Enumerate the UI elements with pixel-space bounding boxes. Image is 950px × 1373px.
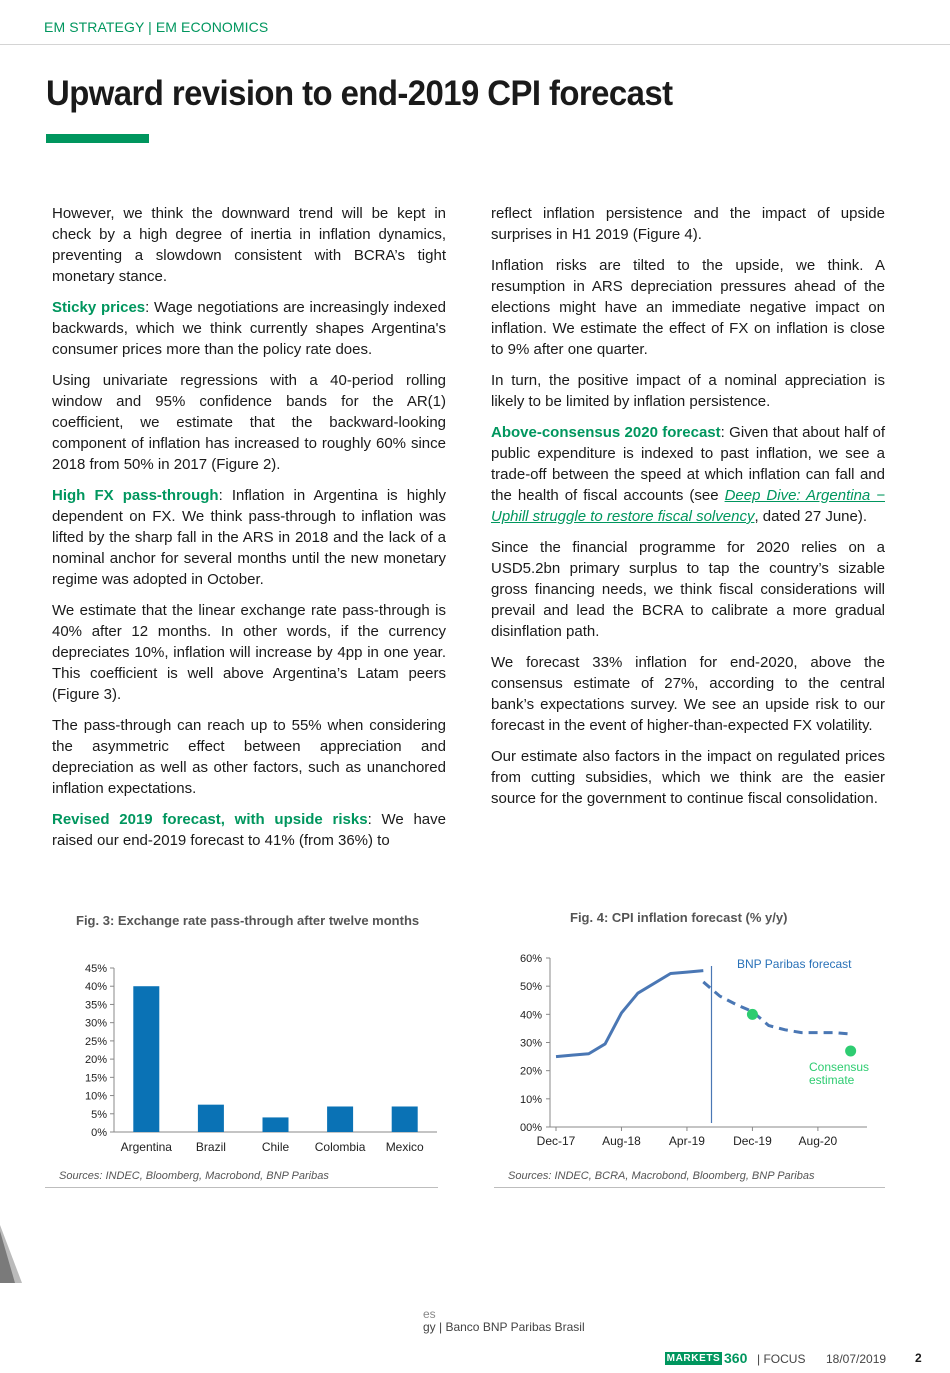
fig3-x-tick-label: Chile [261,1140,290,1154]
fig3-title: Fig. 3: Exchange rate pass-through after twelve months [76,913,420,928]
fig4-point-consensus-estimate [845,1045,856,1056]
right-paragraph-6: We forecast 33% inflation for end-2020, above the consensus estimate of 27%, according to the central bank’s expectations survey. We see an upside risk to our forecast in the event of higher-than-expected FX volatility. [491,654,885,734]
fig3-bar-argentina [133,986,159,1132]
fig3-y-tick-label: 45% [84,963,107,975]
above-consensus-text: : Given that about half of public expenditure is indexed to past inflation, we see a trade-off between the speed at which inflation can fall and the health of fiscal accounts (see [491,424,885,504]
left-paragraph-2 [52,297,446,360]
fig3-x-tick-label: Brazil [195,1140,226,1154]
fig4-x-tick-label: Apr-19 [668,1134,705,1148]
fig3-x-tick-label: Argentina [120,1140,172,1154]
left-paragraph-7 [52,809,446,851]
fig4-y-tick-label: 50% [519,981,542,994]
footer-focus: | FOCUS [757,1352,806,1366]
fig4-y-tick-label: 40% [519,1009,542,1022]
fig4-bottom-rule [494,1187,885,1188]
fig3-y-tick-label: 25% [84,1035,107,1048]
left-paragraph-6: The pass-through can reach up to 55% when considering the asymmetric effect between appreciation and depreciation as well as other factors, such as unanchored inflation expectations. [52,717,446,797]
fig3-y-tick-label: 40% [84,981,107,994]
fig3-bar-colombia [327,1106,353,1132]
fig4-series-bnp-paribas-forecast [703,982,850,1034]
left-paragraph-4 [52,485,446,590]
page-number: 2 [915,1351,922,1365]
title-accent-bar [46,134,149,143]
fig4-y-tick-label: 30% [519,1037,542,1050]
fig4-x-tick-label: Aug-20 [798,1134,838,1148]
fig4-x-tick-label: Dec-17 [536,1134,576,1148]
right-paragraph-1: reflect inflation persistence and the impact of upside surprises in H1 2019 (Figure 4). [491,205,885,243]
fig4-y-tick-label: 00% [519,1122,542,1134]
fig3-y-tick-label: 0% [91,1127,107,1139]
above-consensus-text-end: , dated 27 June). [754,508,868,525]
left-paragraph-5: We estimate that the linear exchange rate pass-through is 40% after 12 months. In other words, if the currency depreciates 10%, inflation will increase by 4pp in one year. This coefficient is well above Argentina’s Latam peers (Figure 3). [52,602,446,703]
fig3-x-tick-label: Colombia [314,1140,366,1154]
fig4-forecast-label: BNP Paribas forecast [737,957,852,971]
sticky-prices-text: : Wage negotiations are increasingly indexed backwards, which we think currently shapes Argentina's consumer prices more than the policy rate does. [52,299,446,358]
right-paragraph-2: Inflation risks are tilted to the upside, we think. A resumption in ARS depreciation pressures ahead of the elections might have an immediate negative impact on inflation. We estimate the effect of FX on inflation is close to 9% after one quarter. [491,257,885,358]
fig3-y-tick-label: 10% [84,1090,107,1103]
fig3-bar-brazil [198,1105,224,1132]
fig4-chart [491,945,886,1160]
fig3-bar-chile [263,1117,289,1132]
fig3-y-tick-label: 35% [84,999,107,1012]
fig3-chart [52,950,444,1165]
left-column [52,203,446,861]
left-paragraph-3: Using univariate regressions with a 40-period rolling window and 95% confidence bands for the AR(1) coefficient, we estimate that the backward-looking component of inflation has increased to roughly 60% since 2018 from 50% in 2017 (Figure 2). [52,372,446,473]
fig4-consensus-label-1: Consensus [809,1060,870,1074]
markets360-logo-number: 360 [724,1350,748,1366]
fig3-bar-mexico [392,1106,418,1132]
revised-forecast-heading: Revised 2019 forecast, with upside risks [52,811,368,828]
fig4-source: Sources: INDEC, BCRA, Macrobond, Bloomberg, BNP Paribas [508,1170,815,1182]
fig3-y-tick-label: 5% [91,1108,107,1121]
fig4-title: Fig. 4: CPI inflation forecast (% y/y) [570,910,788,925]
right-paragraph-3: In turn, the positive impact of a nominal appreciation is likely to be limited by inflation persistence. [491,372,885,410]
sticky-prices-heading: Sticky prices [52,299,146,316]
revised-forecast-text: : We have raised our end-2019 forecast to 41% (from 36%) to [52,811,446,849]
fig4-series-actual [556,971,703,1057]
fx-pass-through-text: : Inflation in Argentina is highly dependent on FX. We think pass-through to inflation was lifted by the sharp fall in the ARS in 2018 and the lack of a nominal anchor for several months until the new monetary regime was adopted in October. [52,487,446,588]
right-paragraph-7: Our estimate also factors in the impact on regulated prices from cutting subsidies, which we think are the easier source for the government to continue fiscal consolidation. [491,748,885,807]
markets360-logo: MARKETS [666,1353,721,1364]
fig4-y-tick-label: 20% [519,1065,542,1078]
fig4-y-tick-label: 10% [519,1093,542,1106]
footer-line-1: es [423,1307,436,1321]
fig4-x-tick-label: Dec-19 [733,1134,772,1148]
footer-date: 18/07/2019 [826,1352,887,1366]
page-edge-decoration [0,1225,30,1287]
fig4-consensus-label-2: estimate [809,1073,855,1087]
deep-dive-link[interactable]: Deep Dive: Argentina − Uphill struggle to restore fiscal solvency [491,487,885,525]
header-divider [0,44,950,45]
fig4-x-tick-label: Aug-18 [602,1134,641,1148]
fig3-source: Sources: INDEC, Bloomberg, Macrobond, BNP Paribas [59,1170,329,1182]
fig3-bottom-rule [45,1187,438,1188]
right-column [491,203,885,819]
right-paragraph-5: Since the financial programme for 2020 relies on a USD5.2bn primary surplus to tap the country’s sizable gross financing needs, we think fiscal considerations will prevail and lead the BCRA to calibrate a more gradual disinflation path. [491,539,885,640]
fig3-y-tick-label: 15% [84,1072,107,1085]
left-paragraph-1: However, we think the downward trend will be kept in check by a high degree of inertia in inflation dynamics, preventing a slowdown consistent with BCRA’s tight monetary stance. [52,205,446,285]
above-consensus-heading: Above-consensus 2020 forecast [491,424,721,441]
fig3-x-tick-label: Mexico [385,1140,424,1154]
fig4-point-end-2019-forecast [747,1009,758,1020]
header-section-label: EM STRATEGY | EM ECONOMICS [44,19,269,35]
fx-pass-through-heading: High FX pass-through [52,487,219,504]
fig4-y-tick-label: 60% [519,953,542,965]
fig3-y-tick-label: 20% [84,1054,107,1067]
fig3-y-tick-label: 30% [84,1017,107,1030]
right-paragraph-4 [491,422,885,527]
footer-line-2: gy | Banco BNP Paribas Brasil [423,1320,585,1334]
page-title: Upward revision to end-2019 CPI forecast [46,74,673,113]
